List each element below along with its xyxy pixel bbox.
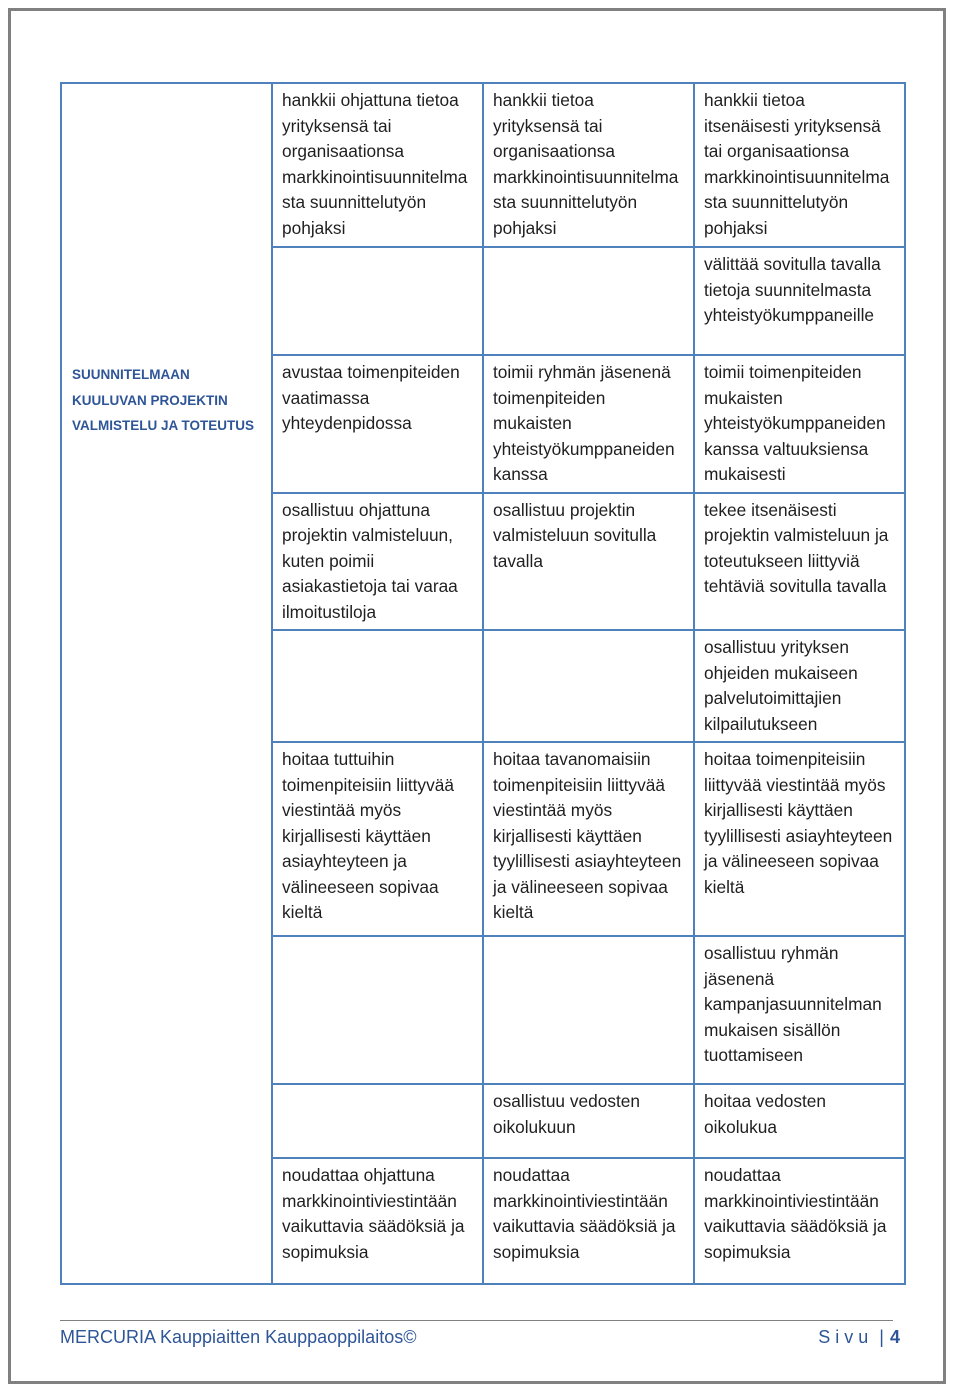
section-heading: SUUNNITELMAAN KUULUVAN PROJEKTIN VALMISTELU JA TOTEUTUS bbox=[72, 367, 255, 433]
page-separator: | bbox=[879, 1327, 884, 1347]
cell-text: osallistuu projektin valmisteluun sovitulla tavalla bbox=[493, 499, 657, 571]
cell-text: hoitaa toimenpiteisiin liittyvää viestintää myös kirjallisesti käyttäen tyylillisesti asiayhteyteen ja välineeseen sopivaa kieltä bbox=[704, 749, 893, 897]
cell-text: avustaa toimenpiteiden vaatimassa yhteydenpidossa bbox=[282, 362, 460, 433]
table-cell bbox=[272, 493, 483, 631]
cell-text: osallistuu vedosten oikolukuun bbox=[493, 1091, 640, 1137]
cell-text: hoitaa vedosten oikolukua bbox=[704, 1091, 827, 1137]
table-cell bbox=[483, 247, 694, 355]
cell-text: välittää sovitulla tavalla tietoja suunnitelmasta yhteistyökumppaneille bbox=[704, 254, 881, 325]
cell-text: noudattaa markkinointiviestintään vaikuttavia säädöksiä ja sopimuksia bbox=[704, 1165, 887, 1262]
cell-text: noudattaa ohjattuna markkinointiviestintään vaikuttavia säädöksiä ja sopimuksia bbox=[282, 1165, 465, 1262]
cell-text: osallistuu ohjattuna projektin valmisteluun, kuten poimii asiakastietoja tai varaa ilmoitustiloja bbox=[282, 499, 458, 622]
table-cell bbox=[272, 83, 483, 247]
table-cell bbox=[483, 83, 694, 247]
page-number: 4 bbox=[889, 1327, 900, 1347]
table-cell bbox=[272, 936, 483, 1084]
table-cell bbox=[272, 742, 483, 936]
competence-table bbox=[60, 82, 906, 1285]
table-cell bbox=[694, 1158, 905, 1284]
table-cell bbox=[483, 493, 694, 631]
table-cell bbox=[483, 1158, 694, 1284]
table-cell bbox=[483, 355, 694, 493]
footer-page-info bbox=[818, 1327, 900, 1348]
cell-text: osallistuu ryhmän jäsenenä kampanjasuunnitelman mukaisen sisällön tuottamiseen bbox=[704, 943, 882, 1065]
table-cell bbox=[483, 742, 694, 936]
cell-text: hoitaa tuttuihin toimenpiteisiin liittyvää viestintää myös kirjallisesti käyttäen asiayhteyteen ja välineeseen sopivaa kieltä bbox=[282, 749, 454, 922]
section-heading-cell bbox=[61, 83, 272, 1284]
page-label: Sivu bbox=[818, 1327, 874, 1347]
table-cell bbox=[694, 1084, 905, 1158]
table-cell bbox=[694, 355, 905, 493]
table-cell bbox=[694, 83, 905, 247]
table-cell bbox=[694, 742, 905, 936]
cell-text: hankkii ohjattuna tietoa yrityksensä tai organisaationsa markkinointisuunnitelmasta suunnittelutyön pohjaksi bbox=[282, 90, 468, 238]
table-cell bbox=[694, 247, 905, 355]
table-cell bbox=[694, 936, 905, 1084]
cell-text: hankkii tietoa yrityksensä tai organisaationsa markkinointisuunnitelmasta suunnittelutyön pohjaksi bbox=[493, 90, 679, 238]
table-cell bbox=[483, 1084, 694, 1158]
table-cell bbox=[272, 1084, 483, 1158]
cell-text: hankkii tietoa itsenäisesti yrityksensä tai organisaationsa markkinointisuunnitelmasta suunnittelutyön pohjaksi bbox=[704, 90, 890, 238]
cell-text: hoitaa tavanomaisiin toimenpiteisiin liittyvää viestintää myös kirjallisesti käyttäen tyylillisesti asiayhteyteen ja välineeseen sopivaa kieltä bbox=[493, 749, 682, 922]
cell-text: osallistuu yrityksen ohjeiden mukaiseen palvelutoimittajien kilpailutukseen bbox=[704, 637, 858, 734]
table-row bbox=[61, 83, 905, 247]
table-cell bbox=[272, 630, 483, 742]
cell-text: toimii ryhmän jäsenenä toimenpiteiden mukaisten yhteistyökumppaneiden kanssa bbox=[493, 362, 675, 484]
heading-spacer bbox=[72, 94, 262, 362]
footer-rule bbox=[60, 1320, 893, 1321]
table-cell bbox=[483, 630, 694, 742]
table-cell bbox=[483, 936, 694, 1084]
table-cell bbox=[272, 1158, 483, 1284]
cell-text: toimii toimenpiteiden mukaisten yhteistyökumppaneiden kanssa valtuuksiensa mukaisesti bbox=[704, 362, 886, 484]
cell-text: tekee itsenäisesti projektin valmisteluun ja toteutukseen liittyviä tehtäviä sovitulla tavalla bbox=[704, 499, 889, 596]
table-cell bbox=[272, 355, 483, 493]
footer-school-name: MERCURIA Kauppiaitten Kauppaoppilaitos© bbox=[60, 1327, 417, 1347]
table-cell bbox=[694, 493, 905, 631]
table-cell bbox=[694, 630, 905, 742]
table-cell bbox=[272, 247, 483, 355]
cell-text: noudattaa markkinointiviestintään vaikuttavia säädöksiä ja sopimuksia bbox=[493, 1165, 676, 1262]
